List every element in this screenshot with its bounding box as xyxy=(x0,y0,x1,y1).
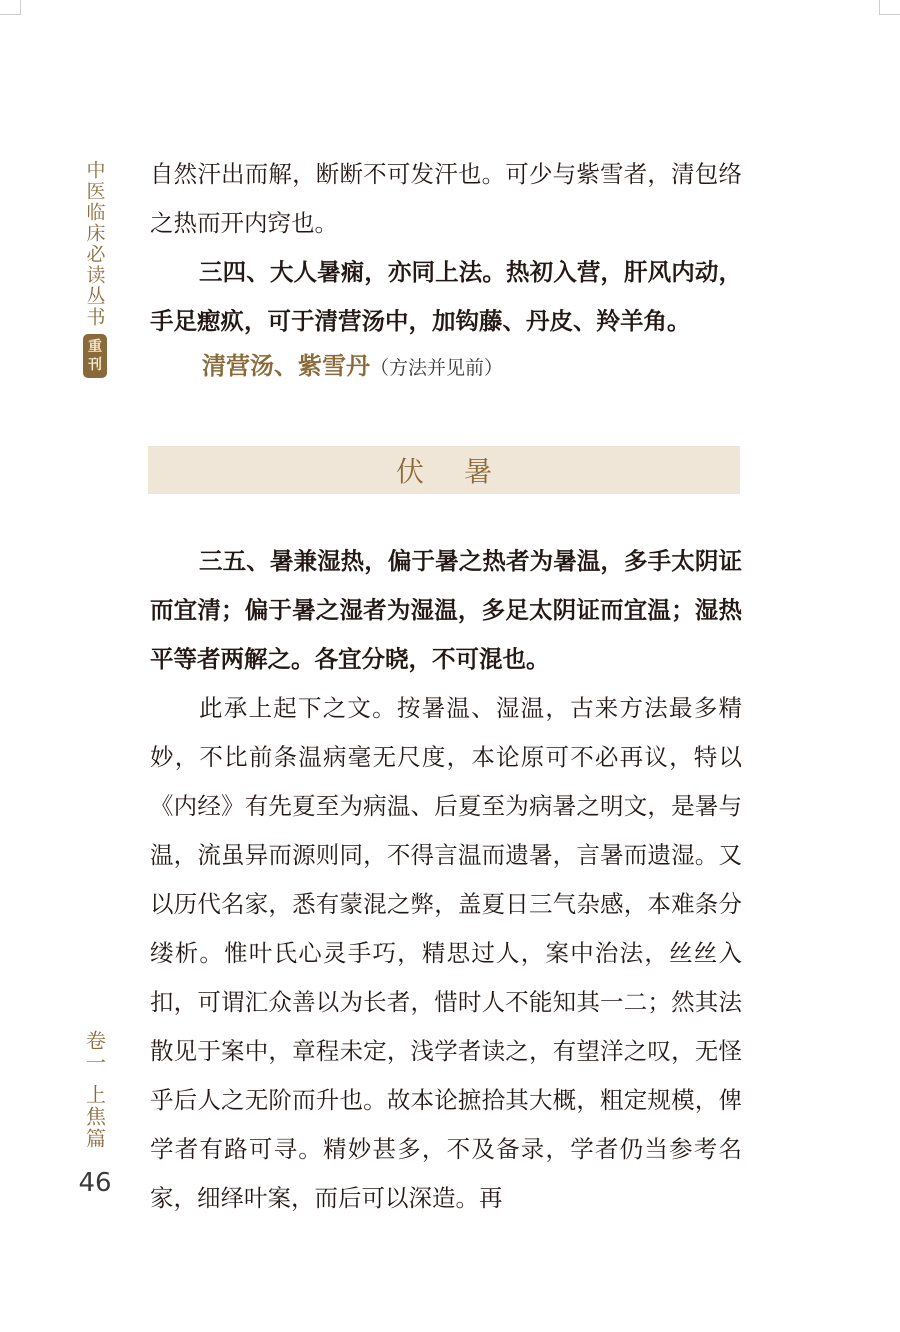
seal-char-1: 重 xyxy=(88,339,102,355)
formula-line xyxy=(150,346,742,388)
page-number: 46 xyxy=(78,1168,112,1198)
top-text-block xyxy=(150,150,742,388)
commentary-paragraph: 此承上起下之文。按暑温、湿温，古来方法最多精妙，不比前条温病毫无尺度，本论原可不必再议，特以《内经》有先夏至为病温、后夏至为病暑之明文，是暑与温，流虽异而源则同，不得言温而遗暑，言暑而遗湿。又以历代名家，悉有蒙混之弊，盖夏日三气杂感，本难条分缕析。惟叶氏心灵手巧，精思过人，案中治法，丝丝入扣，可谓汇众善以为长者，惜时人不能知其一二；然其法散见于案中，章程未定，浅学者读之，有望洋之叹，无怪乎后人之无阶而升也。故本论摭拾其大概，粗定规模，俾学者有路可寻。精妙甚多，不及备录，学者仍当参考名家，细绎叶案，而后可以深造。再 xyxy=(150,694,742,1212)
article-35: 三五、暑兼湿热，偏于暑之热者为暑温，多手太阴证而宜清；偏于暑之湿者为湿温，多足太阴证而宜温；湿热平等者两解之。各宜分晓，不可混也。 xyxy=(150,547,742,673)
chapter-label: 上焦篇 xyxy=(82,1084,107,1150)
article-34: 三四、大人暑痫，亦同上法。热初入营，肝风内动，手足瘛疭，可于清营汤中，加钩藤、丹皮、羚羊角。 xyxy=(150,258,742,335)
paragraph-continuation: 自然汗出而解，断断不可发汗也。可少与紫雪者，清包络之热而开内窍也。 xyxy=(150,160,742,237)
series-seal xyxy=(83,334,107,378)
crop-mark-left xyxy=(0,0,21,15)
series-title: 中医临床必读丛书 xyxy=(83,160,106,328)
section-heading-band xyxy=(148,446,740,494)
section-title: 伏暑 xyxy=(395,455,532,488)
formula-names: 清营汤、紫雪丹 xyxy=(202,351,370,380)
crop-mark-right xyxy=(879,0,900,15)
bottom-text-block xyxy=(150,537,742,1223)
series-title-sidebar xyxy=(80,160,110,378)
formula-note: （方法并见前） xyxy=(370,357,504,379)
volume-sidebar xyxy=(80,1030,110,1150)
volume-label: 卷一 xyxy=(82,1030,107,1074)
seal-char-2: 刊 xyxy=(88,357,102,373)
